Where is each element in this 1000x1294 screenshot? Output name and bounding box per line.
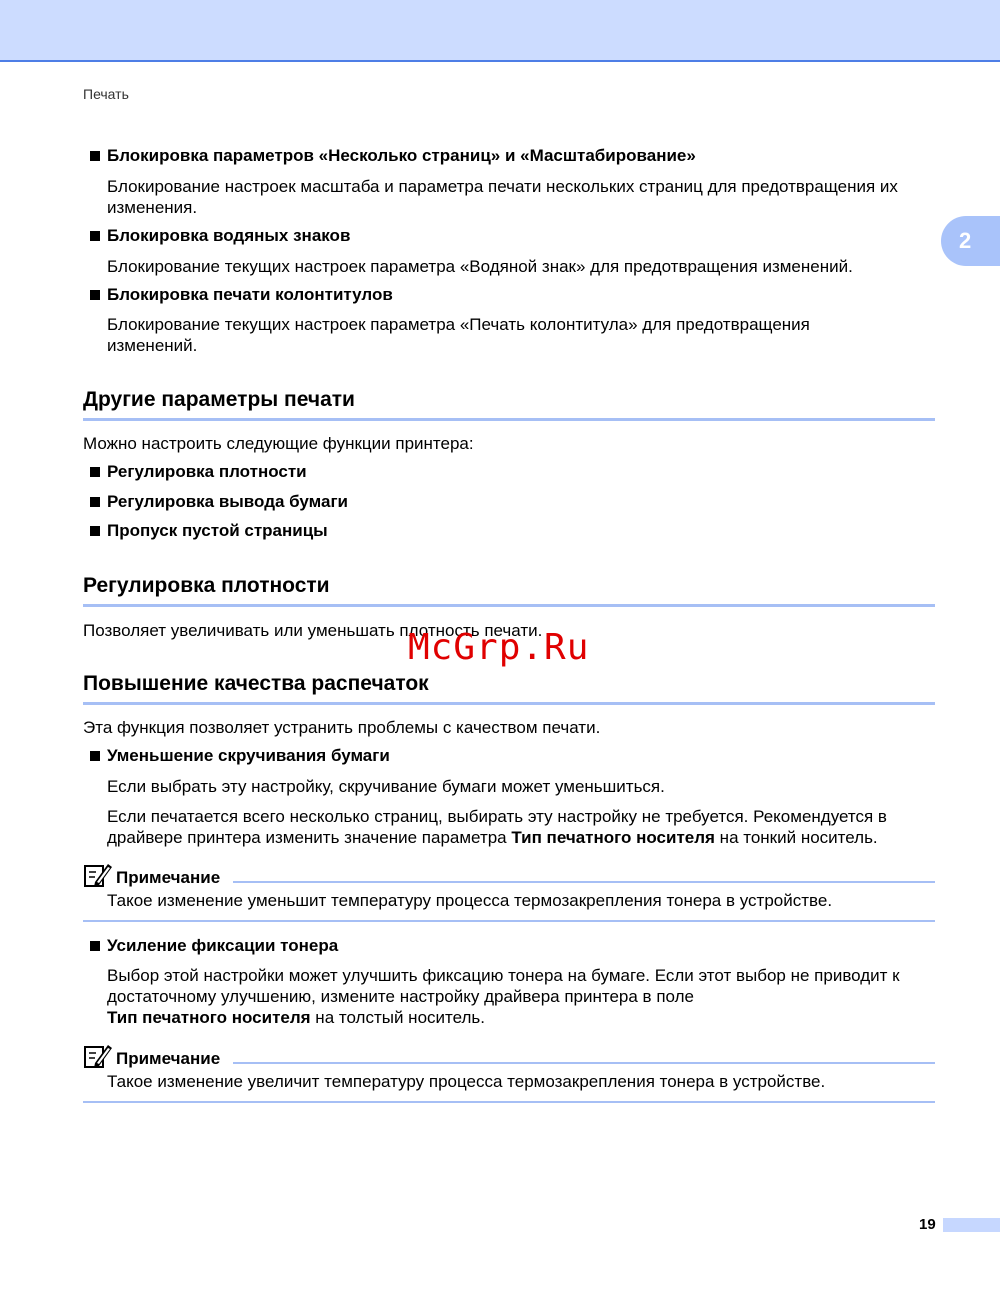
quality-item-1-title: Уменьшение скручивания бумаги [90, 746, 390, 766]
other-params-item: Регулировка вывода бумаги [90, 492, 348, 512]
other-params-intro: Можно настроить следующие функции принтера: [83, 434, 474, 453]
bullet-square-icon [90, 751, 100, 761]
lock-item-1-text: Блокирование настроек масштаба и параметра печати нескольких страниц для предотвращения их изменения. [107, 177, 898, 217]
note-pencil-icon [83, 862, 113, 888]
lock-item-1-title: Блокировка параметров «Несколько страниц» и «Масштабирование» [90, 146, 696, 166]
bullet-square-icon [90, 941, 100, 951]
heading-other-params: Другие параметры печати [83, 388, 935, 421]
page-tab [943, 1218, 1000, 1232]
note-header [83, 862, 935, 892]
other-params-item: Пропуск пустой страницы [90, 521, 328, 541]
lock-item-2-text: Блокирование текущих настроек параметра «Водяной знак» для предотвращения изменений. [107, 257, 853, 276]
bullet-square-icon [90, 497, 100, 507]
note-1-text: Такое изменение уменьшит температуру процесса термозакрепления тонера в устройстве. [107, 891, 833, 910]
quality-item-1-text1: Если выбрать эту настройку, скручивание бумаги может уменьшиться. [107, 777, 665, 796]
other-params-item: Регулировка плотности [90, 462, 307, 482]
note-end-divider [83, 920, 935, 922]
note-divider [233, 1062, 935, 1064]
bullet-square-icon [90, 526, 100, 536]
bullet-square-icon [90, 467, 100, 477]
quality-item-2-text: Выбор этой настройки может улучшить фиксацию тонера на бумаге. Если этот выбор не приводит к достаточному улучшению, измените настройку драйвера принтера в поле Тип печатного носителя на толстый носитель. [107, 966, 900, 1027]
note-2-text: Такое изменение увеличит температуру процесса термозакрепления тонера в устройстве. [107, 1072, 826, 1091]
note-divider [233, 881, 935, 883]
breadcrumb: Печать [83, 86, 129, 102]
note-end-divider [83, 1101, 935, 1103]
quality-item-1-text2: Если печатается всего несколько страниц, выбирать эту настройку не требуется. Рекомендуется в драйвере принтера изменить значение параметра Тип печатного носителя на тонкий носитель. [107, 807, 887, 847]
note-header [83, 1043, 935, 1073]
page-number: 19 [919, 1216, 936, 1233]
lock-item-3-title: Блокировка печати колонтитулов [90, 285, 393, 305]
chapter-tab: 2 [941, 216, 1000, 266]
watermark-text: McGrp.Ru [408, 627, 590, 668]
bullet-square-icon [90, 290, 100, 300]
bullet-square-icon [90, 231, 100, 241]
note-label: Примечание [116, 868, 230, 888]
lock-item-3-text: Блокирование текущих настроек параметра «Печать колонтитула» для предотвращения изменений. [107, 315, 810, 355]
note-label: Примечание [116, 1049, 230, 1069]
heading-density: Регулировка плотности [83, 574, 935, 607]
quality-item-2-title: Усиление фиксации тонера [90, 936, 338, 956]
density-text: Позволяет увеличивать или уменьшать плотность печати. [83, 621, 543, 640]
lock-item-2-title: Блокировка водяных знаков [90, 226, 350, 246]
heading-quality: Повышение качества распечаток [83, 672, 935, 705]
quality-intro: Эта функция позволяет устранить проблемы с качеством печати. [83, 718, 601, 737]
header-band [0, 0, 1000, 62]
bullet-square-icon [90, 151, 100, 161]
note-pencil-icon [83, 1043, 113, 1069]
